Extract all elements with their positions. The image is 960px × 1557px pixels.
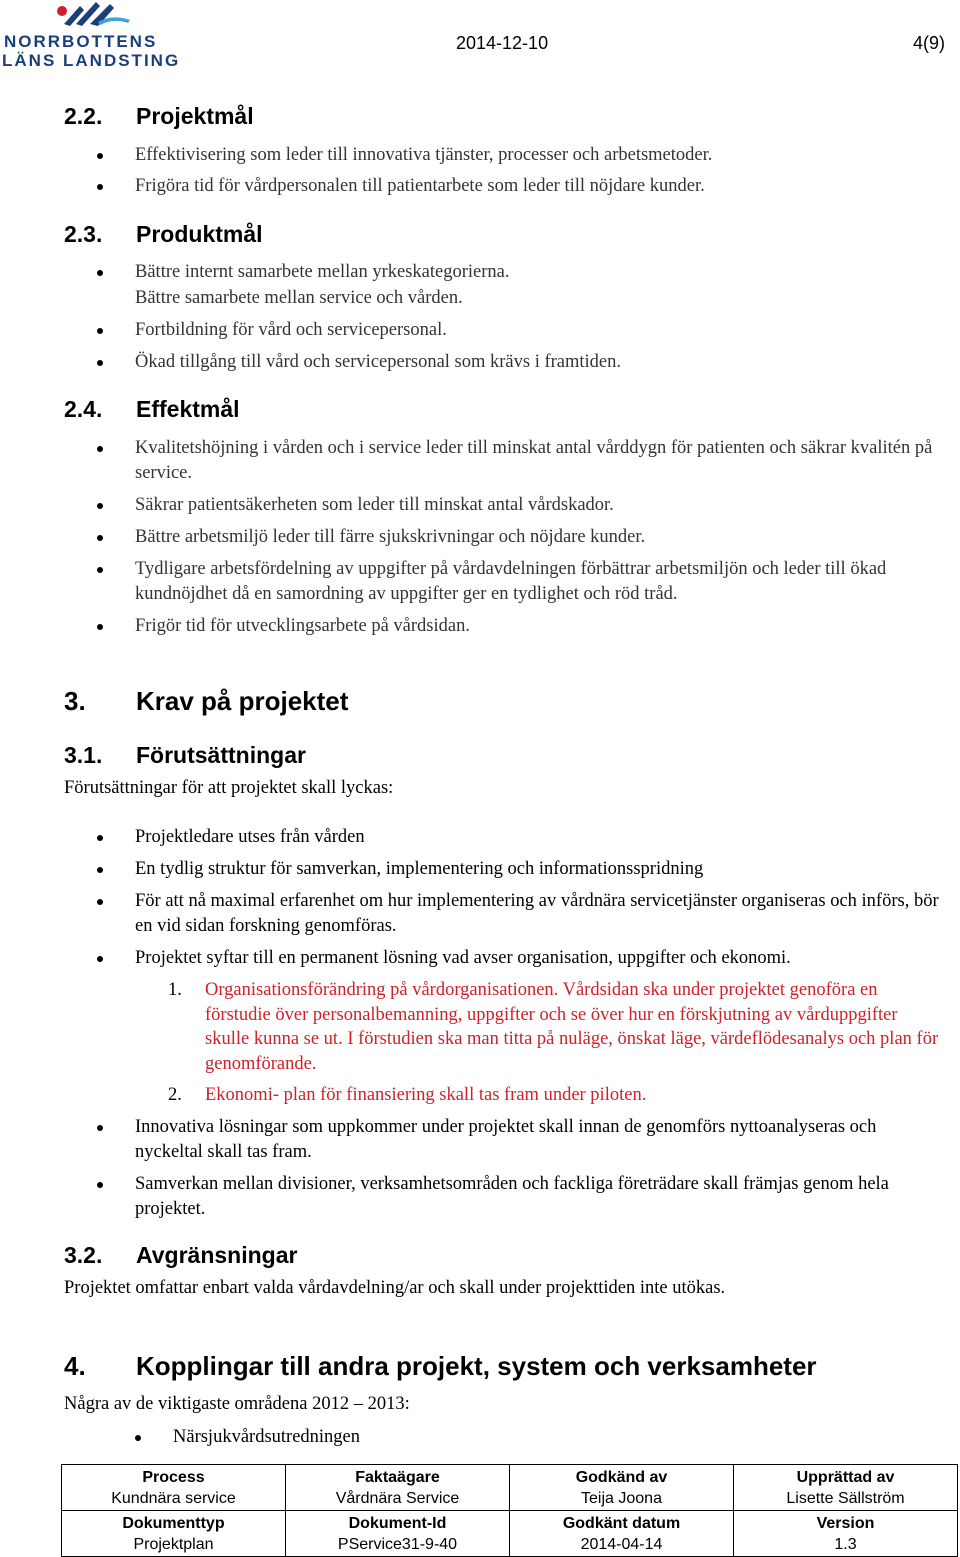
heading-4: [64, 1351, 817, 1382]
table-cell: Dokumenttyp Projektplan: [62, 1511, 286, 1557]
bullet-icon: [97, 624, 103, 630]
table-cell: Dokument-Id PService31-9-40: [286, 1511, 510, 1557]
list-item: Projektledare utses från vården: [97, 825, 940, 850]
table-cell: Godkänd av Teija Joona: [510, 1465, 734, 1511]
paragraph: Projektet omfattar enbart valda vårdavdelning/ar och skall under projekttiden inte utökas.: [64, 1278, 726, 1298]
list-item: Säkrar patientsäkerheten som leder till minskat antal vårdskador.: [97, 493, 940, 518]
heading-title: Förutsättningar: [136, 742, 306, 768]
table-cell: Version 1.3: [734, 1511, 958, 1557]
bullet-icon: [97, 503, 103, 509]
heading-3-1: [64, 742, 306, 769]
bullet-icon: [97, 535, 103, 541]
bullet-icon: [97, 270, 103, 276]
logo-line2: LÄNS LANDSTING: [2, 51, 181, 70]
logo: [2, 0, 192, 72]
heading-title: Kopplingar till andra projekt, system och verksamheter: [136, 1351, 817, 1381]
heading-title: Projektmål: [136, 103, 254, 129]
heading-number: 3.1.: [64, 742, 103, 768]
heading-title: Effektmål: [136, 396, 240, 422]
list-item: Bättre internt samarbete mellan yrkeskategorierna.: [97, 260, 940, 285]
heading-title: Produktmål: [136, 221, 263, 247]
item-number: 2.: [168, 1085, 182, 1105]
heading-2-4: [64, 396, 240, 423]
intro-text: Några av de viktigaste områdena 2012 – 2013:: [64, 1394, 410, 1414]
table-row: [62, 1465, 958, 1511]
bullet-icon: [97, 446, 103, 452]
list-item: För att nå maximal erfarenhet om hur implementering av vårdnära servicetjänster organiseras och införs, bör en vid sidan forskning genomföras.: [97, 889, 940, 938]
list-item: Närsjukvårdsutredningen: [135, 1425, 940, 1450]
heading-number: 4.: [64, 1351, 86, 1381]
list-item: En tydlig struktur för samverkan, implementering och informationsspridning: [97, 857, 940, 882]
heading-number: 3.2.: [64, 1242, 103, 1268]
bullet-icon: [97, 360, 103, 366]
numbered-item: 2. Ekonomi- plan för finansiering skall tas fram under piloten.: [168, 1083, 942, 1108]
list-item: Frigör tid för utvecklingsarbete på vårdsidan.: [97, 614, 940, 639]
intro-text: Förutsättningar för att projektet skall lyckas:: [64, 778, 394, 798]
table-cell: Faktaägare Vårdnära Service: [286, 1465, 510, 1511]
heading-2-3: [64, 221, 263, 248]
list-item: Ökad tillgång till vård och servicepersonal som krävs i framtiden.: [97, 350, 940, 375]
list-item-continuation: Bättre samarbete mellan service och vården.: [135, 288, 463, 308]
logo-line1: NORRBOTTENS: [4, 32, 158, 51]
heading-title: Avgränsningar: [136, 1242, 298, 1268]
document-date: 2014-12-10: [456, 33, 549, 53]
heading-title: Krav på projektet: [136, 686, 349, 716]
bullet-icon: [97, 835, 103, 841]
list-item: Bättre arbetsmiljö leder till färre sjukskrivningar och nöjdare kunder.: [97, 525, 940, 550]
bullet-icon: [97, 1125, 103, 1131]
bullet-icon: [97, 184, 103, 190]
numbered-item: 1. Organisationsförändring på vårdorganisationen. Vårdsidan ska under projektet genoföra en förstudie över personalbemanning, uppgifter och se över hur en förskjutning av vårduppgifter skulle kunna se ut. I förstudien ska man titta på nuläge, önskat läge, värdeflödesanalys och plan för genomförande.: [168, 980, 939, 1074]
list-item: Fortbildning för vård och servicepersonal.: [97, 318, 940, 343]
list-item: Tydligare arbetsfördelning av uppgifter på vårdavdelningen förbättrar arbetsmiljön och leder till ökad kundnöjdhet då en samordning av uppgifter ger en tydlighet och röd tråd.: [97, 557, 940, 606]
bullet-icon: [97, 956, 103, 962]
table-cell: Godkänt datum 2014-04-14: [510, 1511, 734, 1557]
table-cell: Process Kundnära service: [62, 1465, 286, 1511]
heading-number: 2.3.: [64, 221, 103, 247]
page-number: 4(9): [913, 33, 946, 53]
document-info-table: [61, 1464, 958, 1557]
list-item: Projektet syftar till en permanent lösning vad avser organisation, uppgifter och ekonomi.: [97, 946, 940, 971]
bullet-icon: [97, 153, 103, 159]
table-cell: Upprättad av Lisette Sällström: [734, 1465, 958, 1511]
bullet-icon: [97, 899, 103, 905]
item-number: 1.: [168, 980, 182, 1000]
heading-3-2: [64, 1242, 297, 1269]
bullet-icon: [135, 1435, 141, 1441]
bullet-icon: [97, 1182, 103, 1188]
heading-2-2: [64, 103, 254, 130]
heading-number: 3.: [64, 686, 86, 716]
bullet-icon: [97, 867, 103, 873]
heading-number: 2.4.: [64, 396, 103, 422]
heading-number: 2.2.: [64, 103, 103, 129]
table-row: [62, 1511, 958, 1557]
bullet-icon: [97, 328, 103, 334]
list-item: Frigöra tid för vårdpersonalen till patientarbete som leder till nöjdare kunder.: [97, 174, 940, 199]
list-item: Effektivisering som leder till innovativa tjänster, processer och arbetsmetoder.: [97, 143, 940, 168]
list-item: Samverkan mellan divisioner, verksamhetsområden och fackliga företrädare skall främjas genom hela projektet.: [97, 1172, 940, 1221]
list-item: Kvalitetshöjning i vården och i service leder till minskat antal vårddygn för patienten och säkrar kvalitén på service.: [97, 436, 940, 485]
list-item: Innovativa lösningar som uppkommer under projektet skall innan de genomförs nyttoanalyseras och nyckeltal skall tas fram.: [97, 1115, 940, 1164]
heading-3: [64, 686, 348, 717]
bullet-icon: [97, 567, 103, 573]
